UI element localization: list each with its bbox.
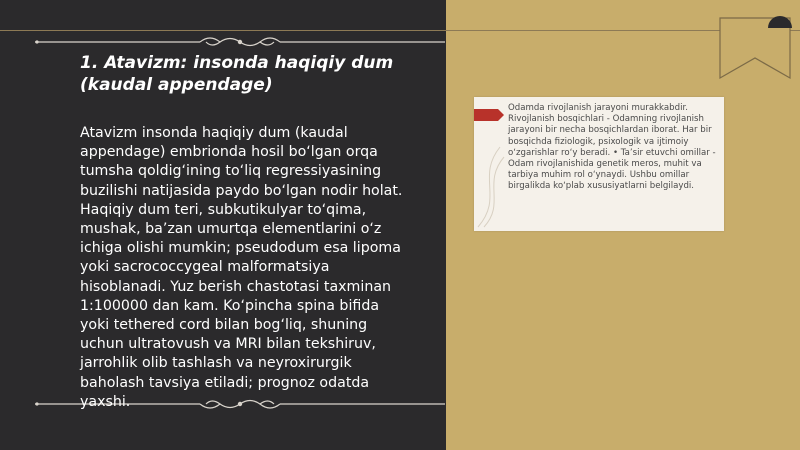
image-card xyxy=(474,97,724,231)
top-ornament-icon xyxy=(35,34,445,50)
slide-body-text: Atavizm insonda haqiqiy dum (kaudal appendage) embrionda hosil bo‘lgan orqa tumsha qoldig‘ining to‘liq regressiyasining buzilishi natijasida paydo bo‘lgan nodir holat. Haqiqiy dum teri, subkutikulyar to‘qima, mushak, ba’zan umurtqa elementlarini o‘z ichiga olishi mumkin; pseudodum esa lipoma yoki sacrococcygeal malformatsiya hisoblanadi. Yuz berish chastotasi taxminan 1:100000 dan kam. Ko‘pincha spina bifida yoki tethered cord bilan bog‘liq, shuning uchun ultratovush va MRI bilan tekshiruv, jarrohlik olib tashlash va neyroxirurgik baholash tavsiya etiladi; prognoz odatda yaxshi. xyxy=(80,125,403,410)
bookmark-tab-icon xyxy=(718,0,792,80)
swirl-decoration-icon xyxy=(474,117,508,231)
top-rule xyxy=(0,30,800,31)
slide-title: 1. Atavizm: insonda haqiqiy dum (kaudal appendage) xyxy=(80,53,394,95)
image-card-text: Odamda rivojlanish jarayoni murakkabdir. Rivojlanish bosqichlari - Odamning rivojlanish jarayoni bir necha bosqichlardan iborat. Har bir bosqichda fiziologik, psixologik va ijtimoiy o‘zgarishlar ro‘y beradi. • Ta’sir etuvchi omillar - Odam rivojlanishida genetik meros, muhit va tarbiya muhim rol o‘ynaydi. Ushbu omillar birgalikda ko‘plab xususiyatlarni belgilaydi. xyxy=(508,103,716,192)
